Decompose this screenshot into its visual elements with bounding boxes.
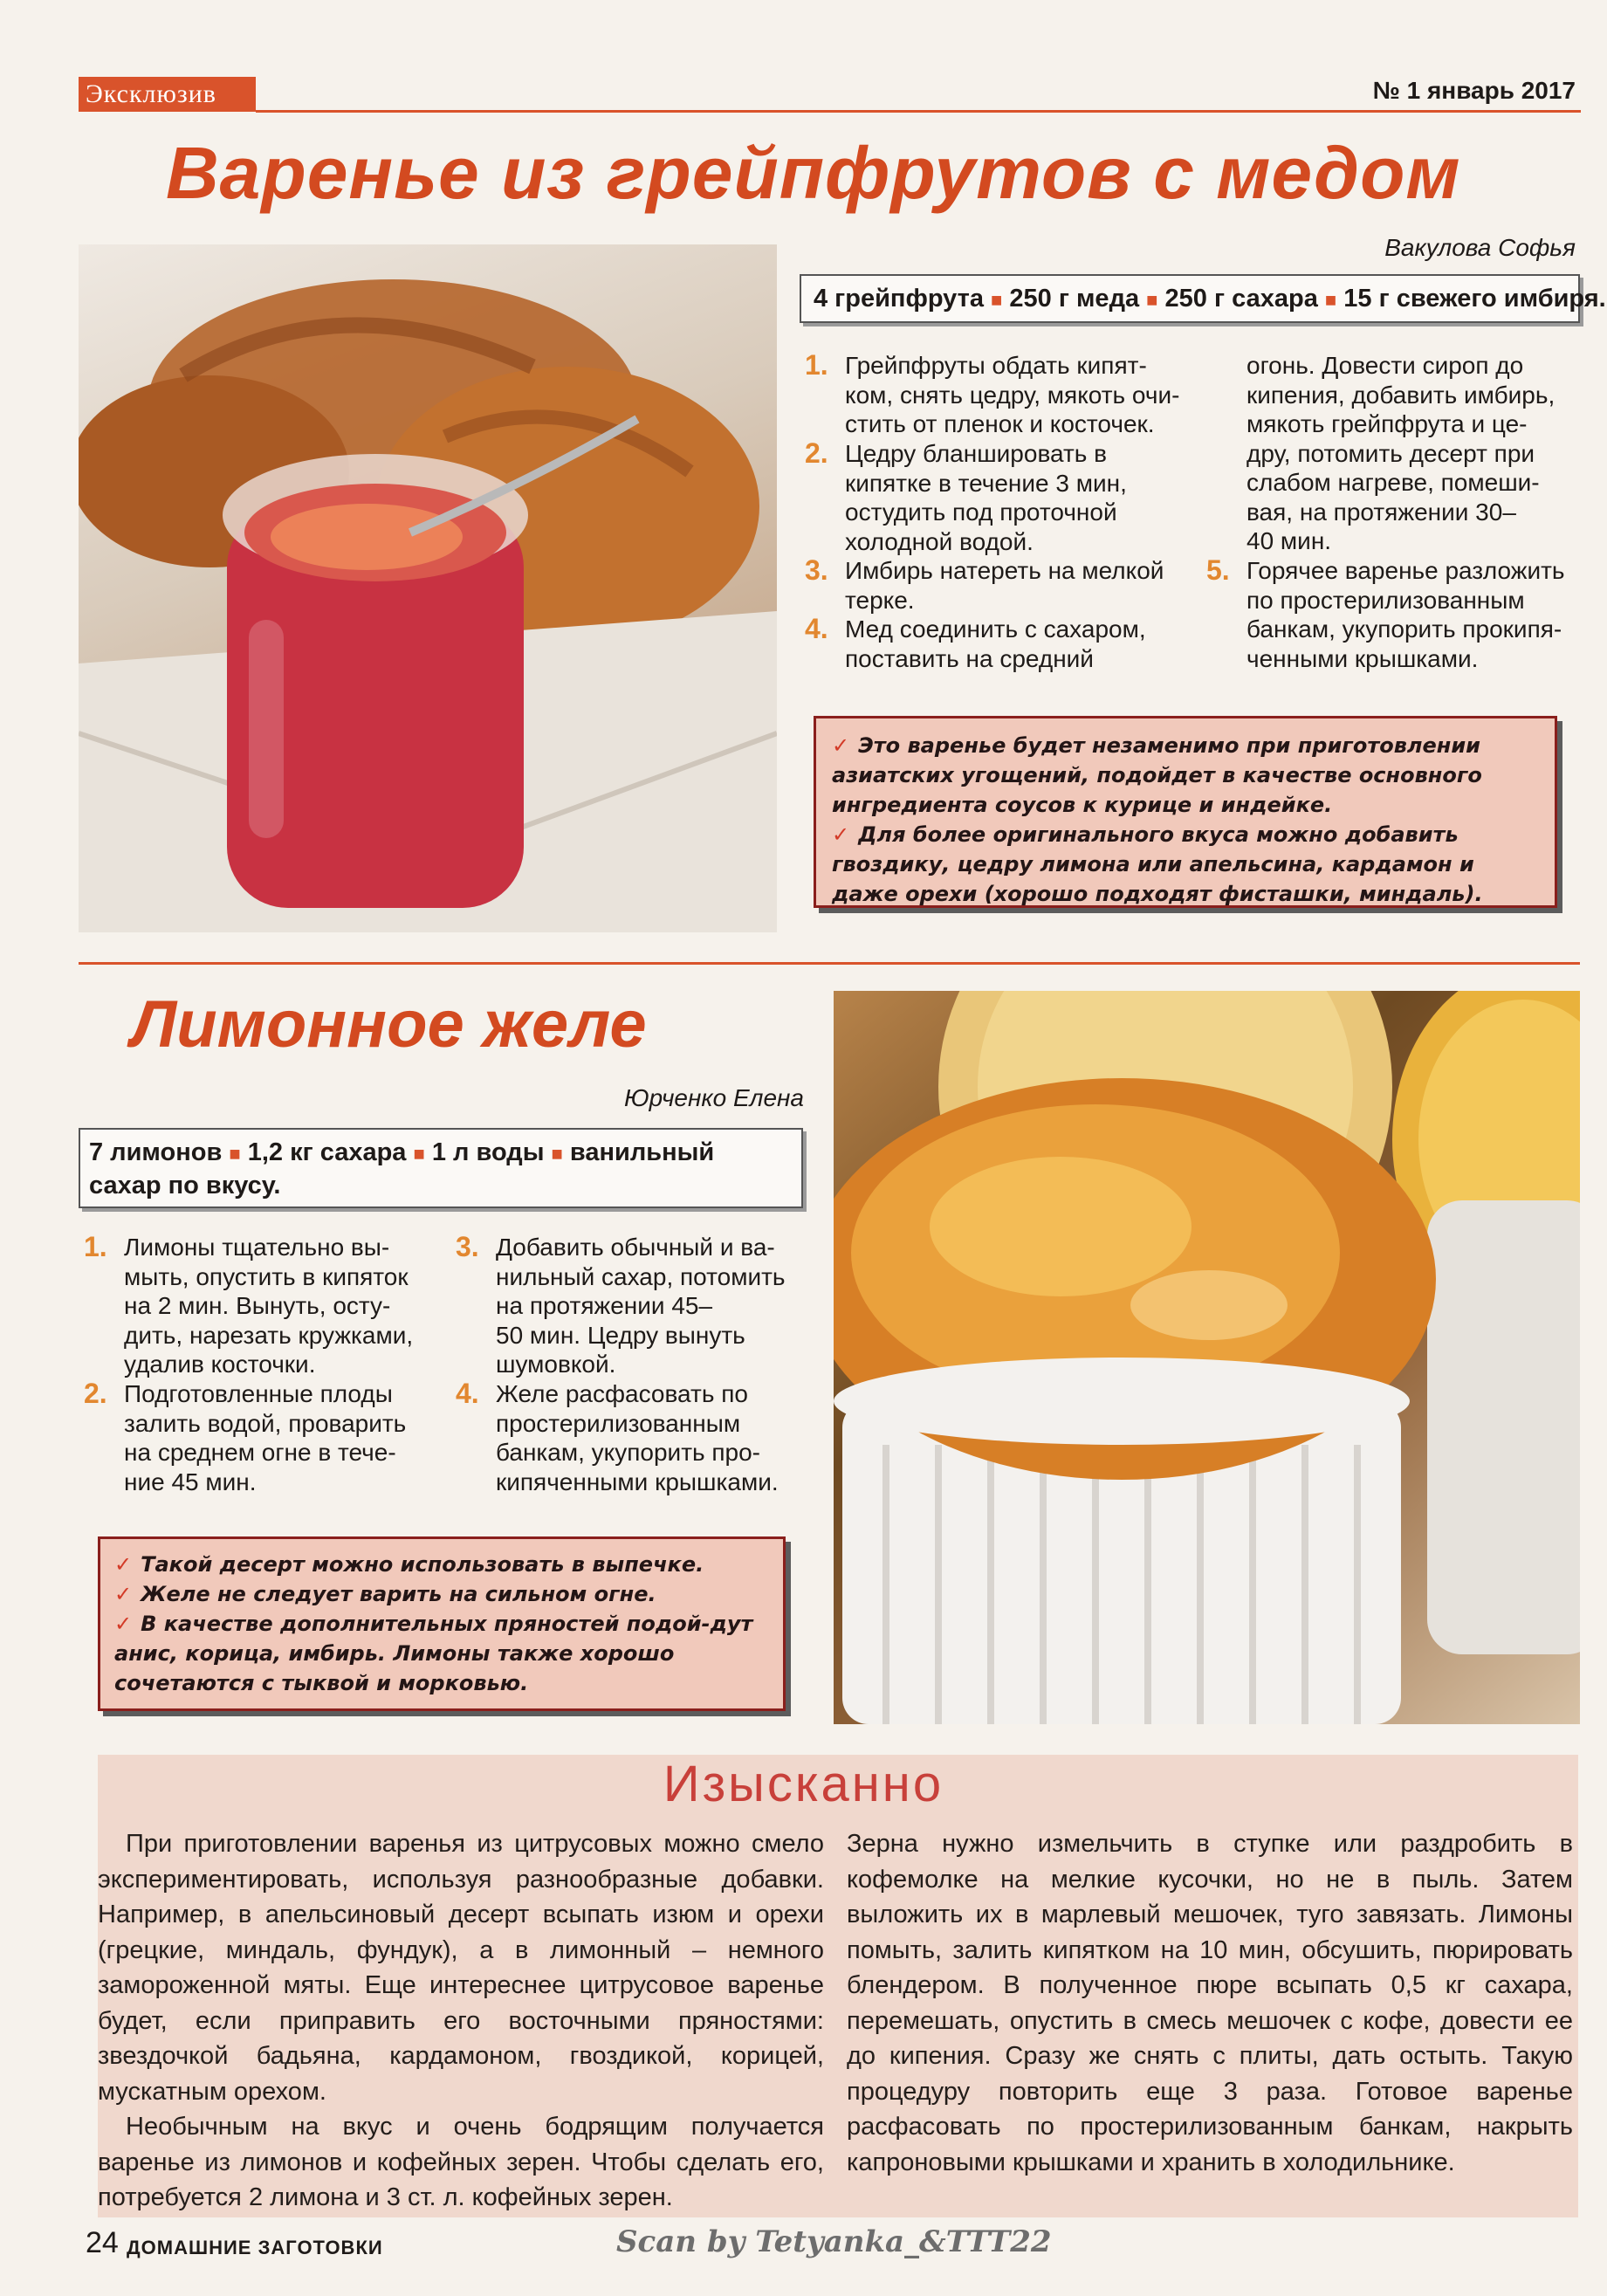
recipe2-ingredients xyxy=(79,1128,803,1208)
article-column-2 xyxy=(847,1826,1573,2180)
step-text: Мед соединить с сахаром, поставить на средний xyxy=(845,615,1146,672)
tip-item: ✓ Желе не следует варить на сильном огне. xyxy=(114,1582,656,1606)
bullet-separator-icon: ■ xyxy=(413,1143,425,1165)
magazine-name: ДОМАШНИЕ ЗАГОТОВКИ xyxy=(127,2237,383,2258)
scan-credit: Scan by Tetyanka_&TTT22 xyxy=(616,2224,1052,2259)
ingredient: 1,2 кг сахара xyxy=(247,1138,407,1166)
step-number: 4. xyxy=(805,613,828,644)
grapefruit-jam-photo xyxy=(79,244,777,932)
checkmark-icon: ✓ xyxy=(114,1552,133,1577)
article-paragraph: Необычным на вкус и очень бодрящим получается варенье из лимонов и кофейных зерен. Чтобы сделать его, потребуется 2 лимона и 3 ст. л. кофейных зерен. xyxy=(98,2113,824,2211)
tip-item: ✓ Это варенье будет незаменимо при приготовлении азиатских угощений, подойдет в качестве основного ингредиента соусов к курице и индейке. xyxy=(832,733,1482,817)
step-text: Грейпфруты обдать кипят- ком, снять цедру, мякоть очи- стить от пленок и косточек. xyxy=(845,352,1180,437)
ingredient: 7 лимонов xyxy=(89,1138,223,1166)
checkmark-icon: ✓ xyxy=(114,1582,133,1606)
article-column-1 xyxy=(98,1826,824,2216)
checkmark-icon: ✓ xyxy=(832,822,850,847)
checkmark-icon: ✓ xyxy=(114,1612,133,1636)
ingredient: 15 г свежего имбиря. xyxy=(1343,285,1606,313)
step-number: 3. xyxy=(456,1231,479,1262)
ingredient: 250 г меда xyxy=(1009,285,1140,313)
tip-item: ✓ В качестве дополнительных пряностей подой-дут анис, корица, имбирь. Лимоны также хорошо сочетаются с тыквой и морковью. xyxy=(114,1612,753,1695)
header-rule xyxy=(256,110,1581,113)
article-paragraph: При приготовлении варенья из цитрусовых можно смело экспериментировать, используя разнообразные добавки. Например, в апельсиновый десерт всыпать изюм и орехи (грецкие, миндаль, фундук), а в лимонный – немного замороженной мяты. Еще интереснее цитрусовое варенье будет, если приправить его восточными пряностями: звездочкой бадьяна, кардамоном, гвоздикой, корицей, мускатным орехом. xyxy=(98,1830,824,2106)
step-number: 1. xyxy=(805,349,828,381)
bullet-separator-icon: ■ xyxy=(1146,289,1158,311)
step-text: Лимоны тщательно вы- мыть, опустить в кипяток на 2 мин. Вынуть, осту- дить, нарезать кружками, удалив косточки. xyxy=(124,1234,414,1378)
lemon-jelly-illustration xyxy=(834,991,1580,1724)
lemon-jelly-photo xyxy=(834,991,1580,1724)
recipe2-tips xyxy=(98,1536,786,1711)
bullet-separator-icon: ■ xyxy=(991,289,1003,311)
bullet-separator-icon: ■ xyxy=(229,1143,241,1165)
step-text: Цедру бланшировать в кипятке в течение 3 мин, остудить под проточной холодной водой. xyxy=(845,440,1127,555)
step-number: 1. xyxy=(84,1231,107,1262)
ingredient: 250 г сахара xyxy=(1164,285,1318,313)
ingredient: 1 л воды xyxy=(431,1138,545,1166)
issue-number: № 1 январь 2017 xyxy=(1372,77,1576,104)
checkmark-icon: ✓ xyxy=(832,733,850,758)
step-number: 4. xyxy=(456,1378,479,1409)
tip-item: ✓ Для более оригинального вкуса можно добавить гвоздику, цедру лимона или апельсина, кардамон и даже орехи (хорошо подходят фисташки, миндаль). xyxy=(832,822,1483,906)
bullet-separator-icon: ■ xyxy=(1324,289,1337,311)
step-text: Добавить обычный и ва- нильный сахар, потомить на протяжении 45– 50 мин. Цедру вынуть шумовкой. xyxy=(496,1234,786,1378)
step-number: 3. xyxy=(805,554,828,586)
bullet-separator-icon: ■ xyxy=(551,1143,563,1165)
step-text: огонь. Довести сироп до кипения, добавить имбирь, мякоть грейпфрута и це- дру, потомить десерт при слабом нагреве, помеши- вая, на протяжении 30– 40 мин. xyxy=(1246,352,1555,554)
page-number: 24 xyxy=(86,2226,119,2259)
step-text: Желе расфасовать по простерилизованным банкам, укупорить про- кипяченными крышками. xyxy=(496,1380,779,1495)
recipe1-tips xyxy=(814,716,1557,908)
article-title: Изысканно xyxy=(663,1756,944,1812)
recipe1-author: Вакулова Софья xyxy=(1384,234,1576,261)
recipe1-ingredients xyxy=(800,274,1606,323)
step-text: Подготовленные плоды залить водой, проварить на среднем огне в тече- ние 45 мин. xyxy=(124,1380,407,1495)
grapefruit-jam-illustration xyxy=(79,244,777,932)
section-tag: Эксклюзив xyxy=(79,77,256,112)
step-number: 2. xyxy=(84,1378,107,1409)
recipe2-author: Юрченко Елена xyxy=(624,1084,805,1111)
recipe2-title: Лимонное желе xyxy=(131,987,647,1062)
step-number: 2. xyxy=(805,437,828,469)
step-number: 5. xyxy=(1206,554,1230,586)
article-paragraph: Зерна нужно измельчить в ступке или раздробить в кофемолке на мелкие кусочки, но не в пыль. Затем выложить их в марлевый мешочек, туго завязать. Лимоны помыть, залить кипятком на 10 мин, обсушить, пюрировать блендером. В полученное пюре всыпать 0,5 кг сахара, перемешать, опустить в смесь мешочек с кофе, довести ее до кипения. Сразу же снять с плиты, дать остыть. Такую процедуру повторить еще 3 раза. Готовое варенье расфасовать по простерилизованным банкам, накрыть капроновыми крышками и хранить в холодильнике. xyxy=(847,1830,1573,2176)
recipe1-title: Варенье из грейпфрутов с медом xyxy=(166,132,1461,214)
tip-item: ✓ Такой десерт можно использовать в выпечке. xyxy=(114,1552,704,1577)
ingredient: ванильный сахар по вкусу. xyxy=(89,1138,715,1200)
step-text: Горячее варенье разложить по простерилизованным банкам, укупорить прокипя- ченными крышками. xyxy=(1246,557,1565,672)
step-text: Имбирь натереть на мелкой терке. xyxy=(845,557,1164,614)
ingredient: 4 грейпфрута xyxy=(814,285,984,313)
section-divider xyxy=(79,962,1580,965)
